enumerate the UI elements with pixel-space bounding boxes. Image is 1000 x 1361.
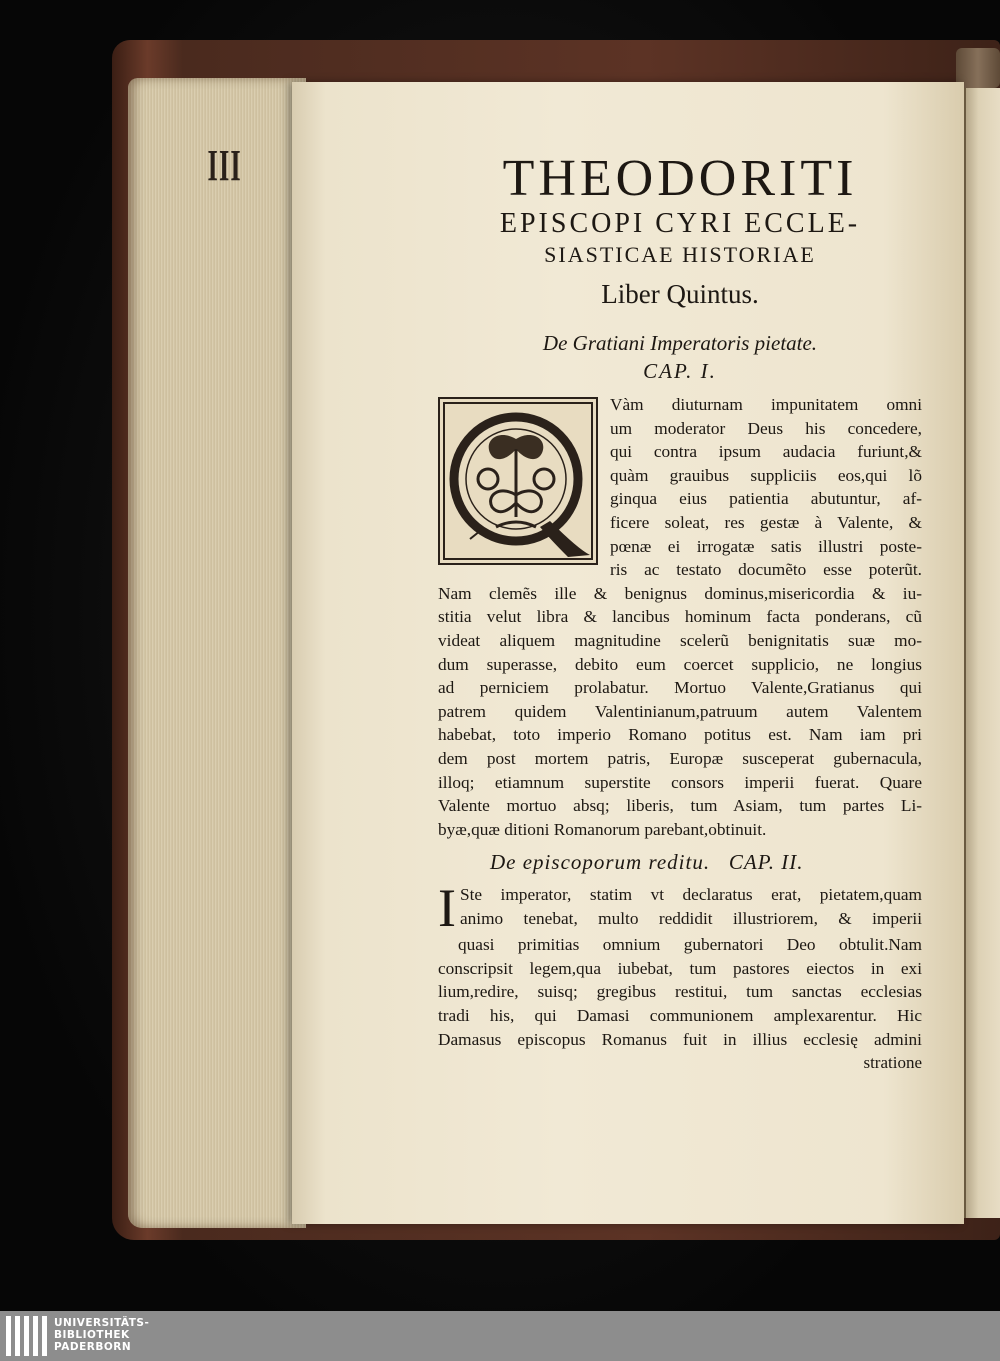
library-logo-icon [6,1316,48,1356]
text-line: qui contra ipsum audacia furiunt,& [610,442,922,462]
text-line: quàm grauibus suppliciis eos,qui lõ [610,465,922,485]
text-line: illoq; etiamnum superstite consors imperii fuerat. Quare [438,772,922,792]
title-line-2: EPISCOPI CYRI ECCLE- [499,208,861,239]
text-line: ficere soleat, res gestæ à Valente, & [610,512,922,532]
catchword: stratione [863,1053,922,1073]
text-line: Vàm diuturnam impunitatem omni [610,395,922,414]
chapter-1-text [438,393,922,841]
text-line: um moderator Deus his concedere, [610,418,922,438]
library-footer [0,1311,1000,1361]
library-name-line: BIBLIOTHEK [54,1329,130,1341]
chapter-2-heading: De episcoporum reditu. CAP. II. [490,850,804,875]
text-line: tradi his, qui Damasi communionem amplexarentur. Hic [438,1006,922,1026]
text-line: Nam clemẽs ille & benignus dominus,misericordia & iu- [438,583,922,603]
text-line: lium,redire, suisq; gregibus restitui, tum sanctas ecclesias [438,982,922,1002]
chapter-2-text [438,878,922,1075]
title-main: THEODORITI [502,150,858,207]
decorated-initial-q [438,397,598,565]
text-line: ginqua eius patientia abutuntur, af- [610,489,922,509]
text-line: ris ac testato documẽto esse poterũt. [610,560,922,580]
text-line: Damasus episcopus Romanus fuit in illius ecclesię admini [438,1029,922,1049]
text-line: byæ,quæ ditioni Romanorum parebant,obtinuit. [438,819,767,839]
book-label: Liber Quintus. [601,279,759,309]
text-line: dum superasse, debito eum coercet supplicio, ne longius [438,654,922,674]
text-line: pœnæ ei irrogatæ satis illustri poste- [610,536,922,556]
page-text [438,150,922,1075]
text-line: Valente mortuo absq; liberis, tum Asiam, tum partes Li- [438,796,922,816]
text-line: dem post mortem patris, Europæ susceperat gubernacula, [438,748,922,768]
text-line: animo tenebat, multo reddidit illustriorem, & imperii [459,908,922,928]
initial-letter-i: I [438,878,456,939]
library-name-line: PADERBORN [54,1341,132,1353]
text-line: quasi primitias omnium gubernatori Deo obtulit.Nam [458,935,922,955]
page-edges [128,78,306,1228]
text-line: stitia velut libra & lancibus hominum facta ponderans, cũ [438,607,922,627]
facing-page-edge [964,88,1000,1218]
text-line: patrem quidem Valentinianum,patruum autem Valentem [438,701,922,721]
library-name-line: UNIVERSITÄTS- [54,1317,150,1329]
text-line: ad perniciem prolabatur. Mortuo Valente,Gratianus qui [438,678,922,698]
text-line: videat aliquem magnitudine scelerũ benignitatis suæ mo- [438,630,922,650]
text-line: conscripsit legem,qua iubebat, tum pastores eiectos in exi [438,958,922,978]
library-name [54,1317,149,1353]
text-line: habebat, toto imperio Romano potitus est. Nam iam pri [438,725,922,745]
edge-marking: III [207,141,242,190]
title-line-3: SIASTICAE HISTORIAE [544,242,816,267]
text-line: Ste imperator, statim vt declaratus erat, pietatem,quam [459,885,922,905]
floral-initial-icon [440,399,596,563]
chapter-1-number: CAP. I. [643,359,717,383]
chapter-1-heading: De Gratiani Imperatoris pietate. [542,331,818,355]
